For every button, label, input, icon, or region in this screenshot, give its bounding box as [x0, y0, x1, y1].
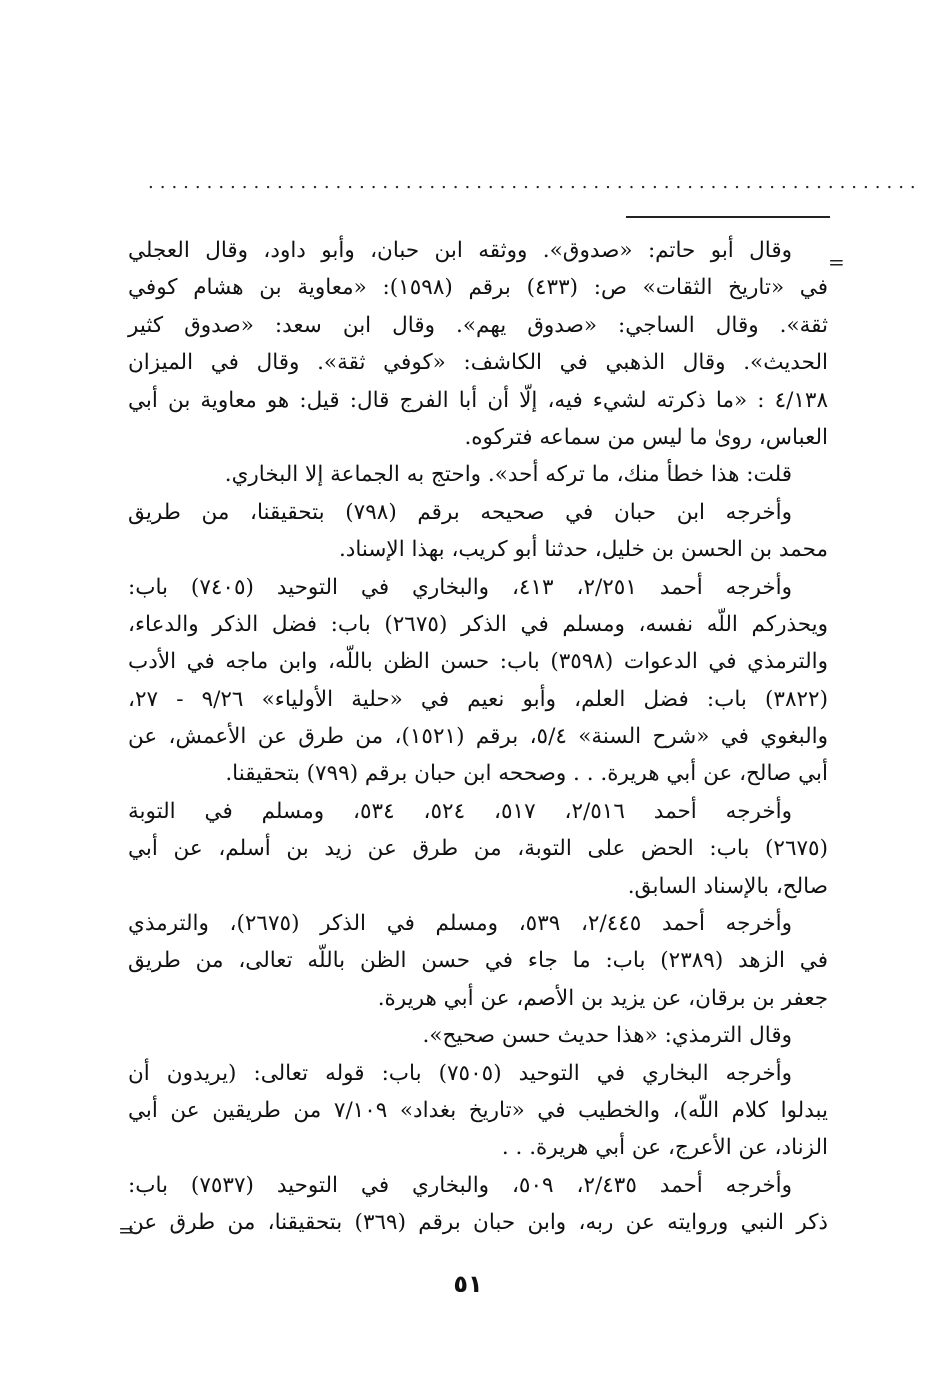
footnote-text	[128, 232, 828, 1242]
text-line: محمد بن الحسن بن خليل، حدثنا أبو كريب، بهذا الإسناد.	[338, 537, 828, 563]
text-line: جعفر بن برقان، عن يزيد بن الأصم، عن أبي هريرة.	[377, 985, 828, 1011]
text-line: صالح، بالإسناد السابق.	[627, 873, 828, 899]
text-line: العباس، روىٰ ما ليس من سماعه فتركوه.	[464, 424, 828, 450]
text-line: (٢٦٧٥) باب: الحض على التوبة، من طرق عن زيد بن أسلم، عن أبي	[128, 836, 828, 862]
text-line: وأخرجه أحمد ٢/٤٤٥، ٥٣٩، ومسلم في الذكر (٢٦٧٥)، والترمذي	[128, 911, 792, 937]
text-line: في الزهد (٢٣٨٩) باب: ما جاء في حسن الظن باللّه تعالى، من طريق	[128, 948, 829, 974]
text-line: وأخرجه ابن حبان في صحيحه برقم (٧٩٨) بتحقيقنا، من طريق	[128, 499, 793, 525]
text-line: في «تاريخ الثقات» ص: (٤٣٣) برقم (١٥٩٨): «معاوية بن هشام كوفي	[128, 275, 828, 301]
text-line: وقال أبو حاتم: «صدوق». ووثقه ابن حبان، وأبو داود، وقال العجلي	[128, 238, 792, 263]
text-line: الحديث». وقال الذهبي في الكاشف: «كوفي ثقة». وقال في الميزان	[128, 350, 828, 376]
text-line: ٤/١٣٨ : «ما ذكرته لشيء فيه، إلّا أن أبا الفرج قال: قيل: هو معاوية بن أبي	[128, 387, 828, 413]
text-line: يبدلوا كلام اللّه)، والخطيب في «تاريخ بغداد» ٧/١٠٩ من طريقين عن أبي	[128, 1097, 828, 1123]
text-line: وأخرجه أحمد ٢/٤٣٥، ٥٠٩، والبخاري في التوحيد (٧٥٣٧) باب:	[128, 1172, 792, 1198]
text-line: وقال الترمذي: «هذا حديث حسن صحيح».	[422, 1023, 792, 1049]
continuation-mark-start: =	[828, 250, 845, 274]
text-line: وأخرجه أحمد ٢/٥١٦، ٥١٧، ٥٢٤، ٥٣٤، ومسلم في التوبة	[128, 798, 793, 824]
page-number: ٥١	[453, 1270, 483, 1298]
text-line: والبغوي في «شرح السنة» ٥/٤، برقم (١٥٢١)، من طرق عن الأعمش، عن	[128, 724, 828, 750]
text-line: وأخرجه البخاري في التوحيد (٧٥٠٥) باب: قوله تعالى: (يريدون أن	[128, 1060, 792, 1086]
text-line: (٣٨٢٢) باب: فضل العلم، وأبو نعيم في «حلية الأولياء» ٩/٢٦ - ٢٧،	[128, 686, 828, 712]
text-line: أبي صالح، عن أبي هريرة. . . وصححه ابن حبان برقم (٧٩٩) بتحقيقنا.	[225, 761, 828, 787]
text-line: ثقة». وقال الساجي: «صدوق يهم». وقال ابن سعد: «صدوق كثير	[128, 312, 828, 338]
text-line: الزناد، عن الأعرج، عن أبي هريرة. . .	[501, 1135, 828, 1161]
footnote-rule	[626, 216, 830, 218]
dotted-separator: ..................................................................	[148, 172, 922, 193]
text-line: ويحذركم اللّه نفسه، ومسلم في الذكر (٢٦٧٥) باب: فضل الذكر والدعاء،	[128, 611, 828, 637]
text-line: ذكر النبي وروايته عن ربه، وابن حبان برقم (٣٦٩) بتحقيقنا، من طرق عن	[128, 1210, 829, 1236]
continuation-mark-end: =	[118, 1218, 135, 1242]
text-line: وأخرجه أحمد ٢/٢٥١، ٤١٣، والبخاري في التوحيد (٧٤٠٥) باب:	[128, 574, 792, 600]
text-line: والترمذي في الدعوات (٣٥٩٨) باب: حسن الظن باللّه، وابن ماجه في الأدب	[128, 649, 828, 675]
text-line: قلت: هذا خطأ منك، ما تركه أحد». واحتج به الجماعة إلا البخاري.	[224, 462, 792, 488]
